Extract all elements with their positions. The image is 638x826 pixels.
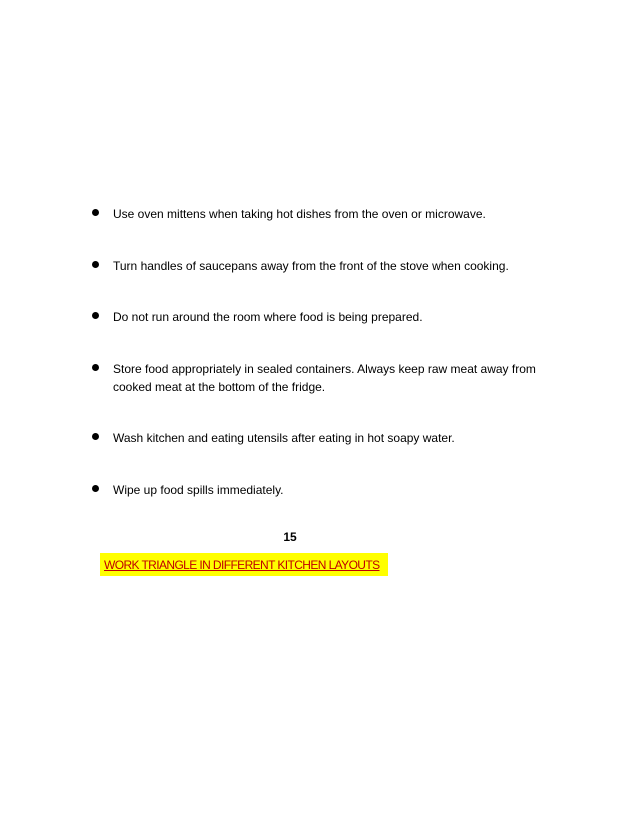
bullet-icon xyxy=(92,312,99,319)
bullet-icon xyxy=(92,433,99,440)
list-item-text: Use oven mittens when taking hot dishes from the oven or microwave. xyxy=(113,207,486,221)
section-heading: WORK TRIANGLE IN DIFFERENT KITCHEN LAYOUTS xyxy=(104,558,380,572)
list-item-text: Wash kitchen and eating utensils after eating in hot soapy water. xyxy=(113,431,455,445)
bullet-icon xyxy=(92,261,99,268)
bullet-icon xyxy=(92,364,99,371)
bullet-icon xyxy=(92,209,99,216)
bullet-icon xyxy=(92,485,99,492)
list-item-text: Store food appropriately in sealed containers. Always keep raw meat away from cooked meat at the bottom of the fridge. xyxy=(113,362,536,394)
list-item-text: Wipe up food spills immediately. xyxy=(113,483,284,497)
list-item-text: Turn handles of saucepans away from the front of the stove when cooking. xyxy=(113,259,509,273)
page-number: 15 xyxy=(283,530,297,544)
list-item-text: Do not run around the room where food is being prepared. xyxy=(113,310,423,324)
section-heading-highlight xyxy=(100,553,388,576)
